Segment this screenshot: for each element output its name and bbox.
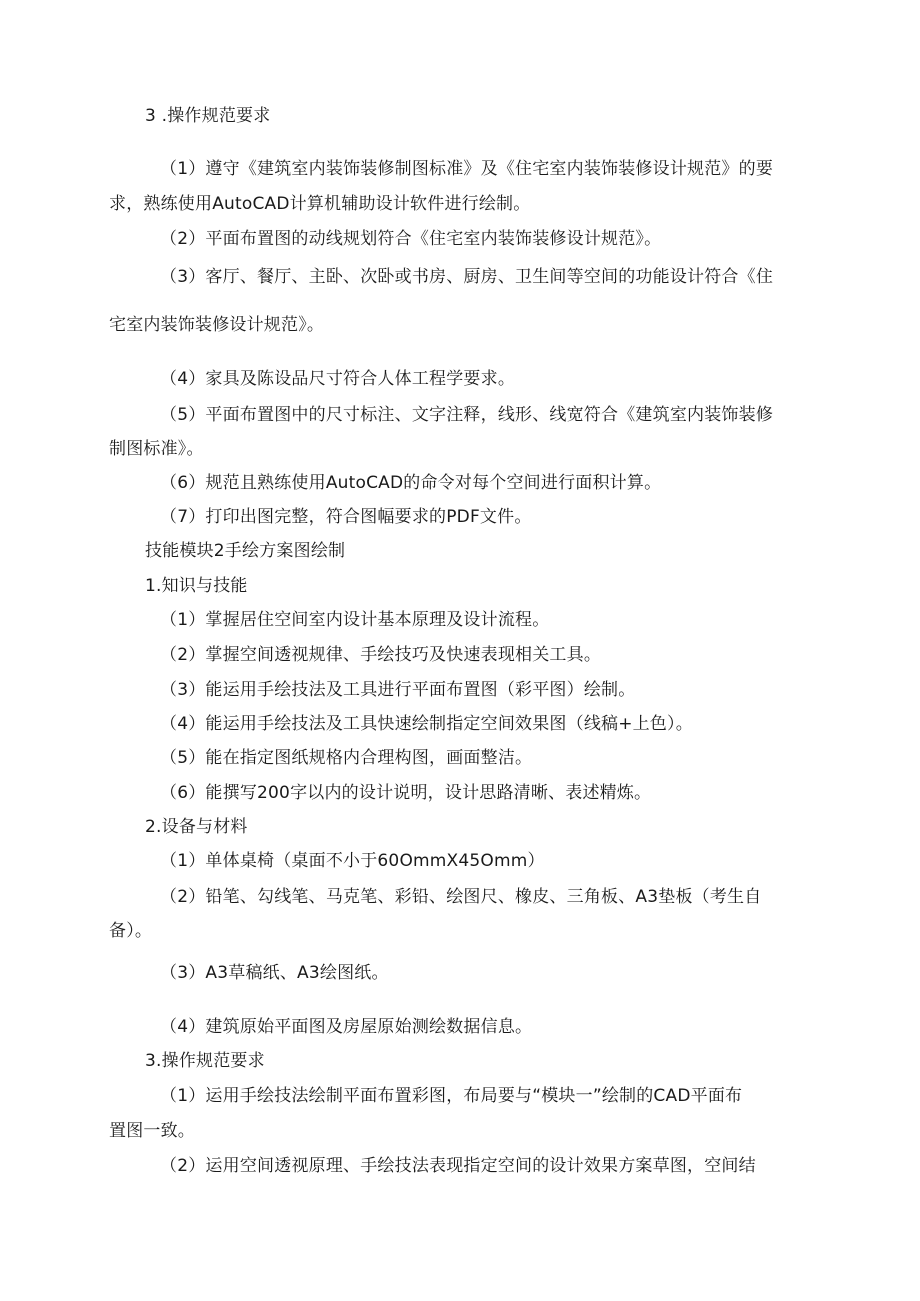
section-heading: 2.设备与材料 xyxy=(145,817,248,837)
section-heading: 3 .操作规范要求 xyxy=(145,106,271,126)
list-item: （5）平面布置图中的尺寸标注、文字注释，线形、线宽符合《建筑室内装饰装修 xyxy=(160,405,774,425)
section-heading: 3.操作规范要求 xyxy=(145,1051,265,1071)
list-item-continuation: 制图标准》。 xyxy=(109,439,204,459)
module-heading: 技能模块2手绘方案图绘制 xyxy=(145,541,346,561)
section-heading: 1.知识与技能 xyxy=(145,576,248,596)
list-item: （2）平面布置图的动线规划符合《住宅室内装饰装修设计规范》。 xyxy=(160,229,662,249)
list-item: （3）能运用手绘技法及工具进行平面布置图（彩平图）绘制。 xyxy=(160,680,636,700)
list-item: （4）家具及陈设品尺寸符合人体工程学要求。 xyxy=(160,369,516,389)
list-item: （7）打印出图完整，符合图幅要求的PDF文件。 xyxy=(160,507,532,527)
list-item: （4）能运用手绘技法及工具快速绘制指定空间效果图（线稿+上色）。 xyxy=(160,714,693,734)
list-item: （2）运用空间透视原理、手绘技法表现指定空间的设计效果方案草图，空间结 xyxy=(160,1156,756,1176)
list-item: （1）遵守《建筑室内装饰装修制图标准》及《住宅室内装饰装修设计规范》的要 xyxy=(160,159,774,179)
list-item: （1）单体桌椅（桌面不小于60OmmX45Omm） xyxy=(160,851,545,871)
list-item: （3）客厅、餐厅、主卧、次卧或书房、厨房、卫生间等空间的功能设计符合《住 xyxy=(160,267,774,287)
list-item: （6）能撰写200字以内的设计说明，设计思路清晰、表述精炼。 xyxy=(160,783,652,803)
list-item: （1）运用手绘技法绘制平面布置彩图，布局要与“模块一”绘制的CAD平面布 xyxy=(160,1086,743,1106)
list-item: （3）A3草稿纸、A3绘图纸。 xyxy=(160,963,389,983)
list-item-continuation: 求，熟练使用AutoCAD计算机辅助设计软件进行绘制。 xyxy=(109,194,531,214)
list-item: （6）规范且熟练使用AutoCAD的命令对每个空间进行面积计算。 xyxy=(160,473,662,493)
list-item: （1）掌握居住空间室内设计基本原理及设计流程。 xyxy=(160,610,550,630)
list-item-continuation: 置图一致。 xyxy=(109,1121,195,1141)
list-item: （4）建筑原始平面图及房屋原始测绘数据信息。 xyxy=(160,1017,533,1037)
list-item: （2）铅笔、勾线笔、马克笔、彩铅、绘图尺、橡皮、三角板、A3垫板（考生自 xyxy=(160,887,762,907)
list-item: （2）掌握空间透视规律、手绘技巧及快速表现相关工具。 xyxy=(160,645,602,665)
list-item-continuation: 宅室内装饰装修设计规范》。 xyxy=(109,315,325,335)
list-item-continuation: 备）。 xyxy=(109,921,153,941)
list-item: （5）能在指定图纸规格内合理构图，画面整洁。 xyxy=(160,748,533,768)
